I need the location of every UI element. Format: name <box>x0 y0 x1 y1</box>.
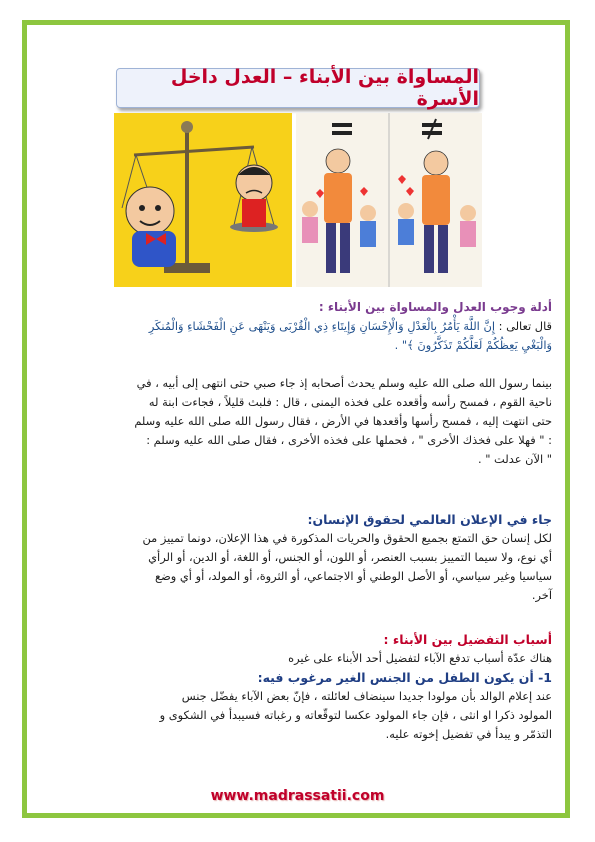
verse-text-2: وَالْبَغْيِ يَعِظُكُمْ لَعَلَّكُمْ تَذَكَّرُونَ ﴾" . <box>394 338 552 352</box>
human-rights-heading: جاء في الإعلان العالمي لحقوق الإنسان: <box>307 512 552 527</box>
verse-intro: قال تعالى : <box>498 319 552 333</box>
human-rights-line: آخر. <box>531 588 552 602</box>
human-rights-line: أي نوع، ولا سيما التمييز بسبب العنصر، أو اللون، أو الجنس، أو اللغة، أو الدين، أو الرأي <box>148 550 552 564</box>
causes-heading: أسباب التفضيل بين الأبناء : <box>383 632 552 647</box>
hadith-line: ناحية القوم ، فمسح رأسه وأقعده على فخذه اليمنى ، قال : فلبث قليلاً ، فجاءت ابنة له <box>148 395 552 409</box>
cause-1-line: التذمّر و يبدأ في تفضيل إخوته عليه. <box>385 727 552 741</box>
hadith-block <box>40 374 552 469</box>
section-evidence <box>40 298 552 355</box>
hadith-line: : " فهلا على فخذك الأخرى " ، فحملها على فخذه الأخرى ، فقال صلى الله عليه وسلم : <box>146 433 552 447</box>
family-comparison-image <box>296 113 482 287</box>
causes-intro: هناك عدّة أسباب تدفع الآباء لتفضيل أحد الأبناء على غيره <box>288 651 552 665</box>
verse-line-1 <box>40 317 552 336</box>
evidence-heading: أدلة وجوب العدل والمساواة بين الأبناء : <box>318 300 552 314</box>
human-rights-line: سياسيا وغير سياسي، أو الأصل الوطني أو الاجتماعي، أو الثروة، أو المولد، أو أي وضع <box>155 569 552 583</box>
scale-cartoon-illustration <box>114 113 292 287</box>
human-rights-line: لكل إنسان حق التمتع بجميع الحقوق والحريات المذكورة في هذا الإعلان، دونما تمييز من <box>142 531 552 545</box>
title-banner <box>116 68 480 108</box>
scale-cartoon-image <box>114 113 292 287</box>
cause-1-heading: 1- أن يكون الطفل من الجنس الغير مرغوب فيه: <box>257 670 552 685</box>
verse-text-1: إِنَّ اللَّهَ يَأْمُرُ بِالْعَدْلِ وَالْإِحْسَانِ وَإِيتَاءِ ذِي الْقُرْبَى وَيَنْهَى عَنِ الْفَحْشَاءِ وَالْمُنكَرِ <box>148 319 495 333</box>
cause-1-line: عند إعلام الوالد بأن مولودا جديدا سينضاف لعائلته ، فإنّ بعض الآباء يفضّل جنس <box>181 689 552 703</box>
hadith-line: بينما رسول الله صلى الله عليه وسلم يحدث أصحابه إذ جاء صبي حتى انتهى إلى أبيه ، في <box>136 376 552 390</box>
page-title: المساواة بين الأبناء – العدل داخل الأسرة <box>170 66 479 110</box>
hadith-line: " الآن عدلت " . <box>477 452 552 466</box>
family-comparison-illustration <box>296 113 482 287</box>
cause-1-line: المولود ذكرا او انثى ، فإن جاء المولود عكسا لتوقّعاته و رغباته فسيبدأ في الشكوى و <box>159 708 552 722</box>
hadith-line: حتى انتهت إليه ، فمسح رأسها وأقعدها في الأرض ، فقال رسول الله صلى الله عليه وسلم <box>134 414 552 428</box>
section-human-rights <box>40 510 552 605</box>
section-favoritism-causes <box>40 630 552 744</box>
website-link[interactable]: www.madrassatii.com <box>210 788 385 804</box>
